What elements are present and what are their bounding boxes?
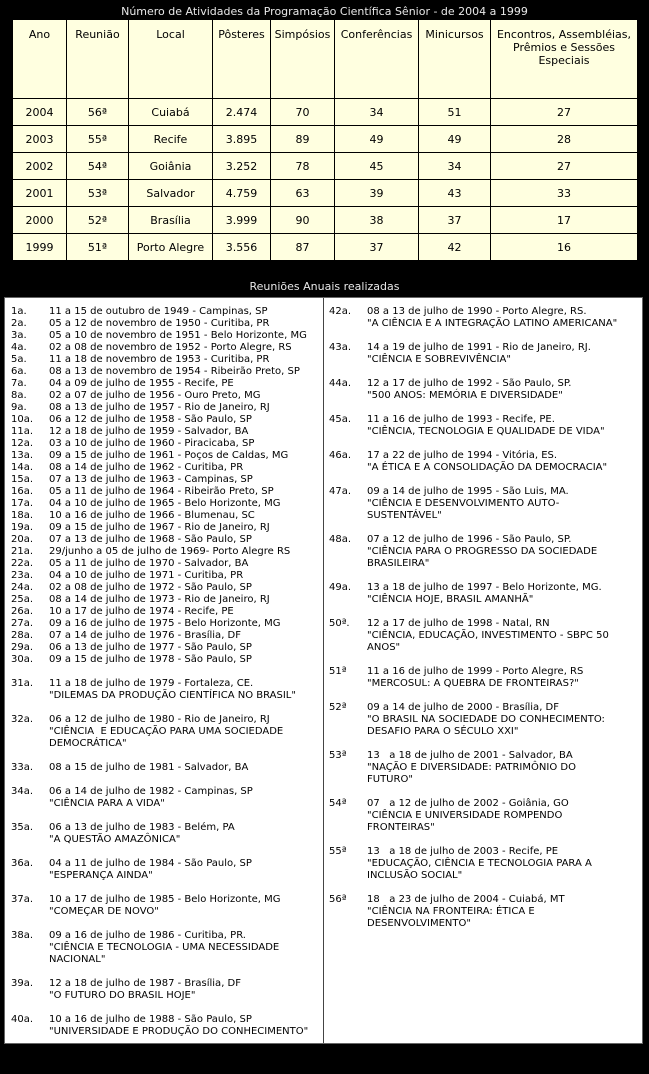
meeting-number: 47a.	[329, 486, 352, 497]
cell-simposios: 78	[271, 153, 335, 180]
cell-encontros: 27	[491, 99, 638, 126]
meeting-number: 40a.	[11, 1014, 34, 1025]
meeting-details: 02 a 08 de novembro de 1952 - Porto Alegre, RS	[49, 342, 292, 353]
left-column	[11, 306, 321, 1074]
cell-encontros: 33	[491, 180, 638, 207]
meeting-number: 23a.	[11, 570, 34, 581]
list-item	[329, 414, 639, 438]
cell-ano: 2002	[13, 153, 67, 180]
meeting-details: 05 a 12 de novembro de 1950 - Curitiba, PR	[49, 318, 270, 329]
list-item	[11, 822, 321, 846]
meeting-details: 04 a 11 de julho de 1984 - São Paulo, SP "ESPERANÇA AINDA"	[49, 858, 252, 881]
col-header-conferencias: Conferências	[335, 20, 419, 99]
meeting-details: 10 a 17 de julho de 1985 - Belo Horizonte, MG "COMEÇAR DE NOVO"	[49, 894, 281, 917]
meeting-number: 41a.	[11, 1050, 34, 1061]
list-item	[11, 606, 321, 618]
meeting-number: 51ª	[329, 666, 347, 677]
list-item	[329, 894, 639, 930]
meeting-details: 09 a 16 de julho de 1975 - Belo Horizonte, MG	[49, 618, 281, 629]
col-header-encontros: Encontros, Assembléias, Prêmios e Sessões Especiais	[491, 20, 638, 99]
table-header-row	[13, 20, 638, 99]
cell-local: Brasília	[129, 207, 213, 234]
list-item	[329, 798, 639, 834]
list-item	[11, 534, 321, 546]
meeting-details: 07 a 14 de julho de 1976 - Brasília, DF	[49, 630, 241, 641]
list-item	[11, 366, 321, 378]
list-item	[11, 378, 321, 390]
cell-ano: 1999	[13, 234, 67, 261]
meeting-details: 29/junho a 05 de julho de 1969- Porto Alegre RS	[49, 546, 291, 557]
meeting-details: 06 a 12 de julho de 1958 - São Paulo, SP	[49, 414, 252, 425]
col-header-posteres: Pôsteres	[213, 20, 271, 99]
table-row	[13, 153, 638, 180]
meeting-details: 13 a 18 de julho de 1997 - Belo Horizonte, MG. "CIÊNCIA HOJE, BRASIL AMANHÃ"	[367, 582, 602, 605]
meeting-number: 31a.	[11, 678, 34, 689]
meeting-details: 09 a 15 de julho de 1978 - São Paulo, SP	[49, 654, 252, 665]
meeting-number: 52ª	[329, 702, 347, 713]
meeting-number: 54ª	[329, 798, 347, 809]
meeting-number: 50ª.	[329, 618, 350, 629]
col-header-minicursos: Minicursos	[419, 20, 491, 99]
list-item	[329, 486, 639, 522]
meeting-details: 12 a 17 de julho de 1992 - São Paulo, SP. "500 ANOS: MEMÓRIA E DIVERSIDADE"	[367, 378, 572, 401]
meeting-number: 2a.	[11, 318, 27, 329]
meeting-details: 09 a 15 de julho de 1989 - Fortaleza, CE "O ESTADO E A PESQUISA CIENTÍFICA	[49, 1050, 251, 1073]
meeting-details: 09 a 14 de julho de 2000 - Brasília, DF "O BRASIL NA SOCIEDADE DO CONHECIMENTO: DESAFIO PARA O SÉCULO XXI"	[367, 702, 605, 737]
meeting-number: 38a.	[11, 930, 34, 941]
list-item	[11, 642, 321, 654]
cell-conferencias: 49	[335, 126, 419, 153]
meeting-number: 36a.	[11, 858, 34, 869]
meeting-number: 9a.	[11, 402, 27, 413]
meeting-number: 53ª	[329, 750, 347, 761]
list-item	[329, 618, 639, 654]
right-column	[329, 306, 639, 930]
list-item	[11, 402, 321, 414]
meeting-number: 37a.	[11, 894, 34, 905]
cell-ano: 2003	[13, 126, 67, 153]
meeting-details: 05 a 10 de novembro de 1951 - Belo Horizonte, MG	[49, 330, 307, 341]
meeting-details: 10 a 17 de julho de 1974 - Recife, PE	[49, 606, 234, 617]
meeting-number: 43a.	[329, 342, 352, 353]
meeting-number: 48a.	[329, 534, 352, 545]
cell-minicursos: 34	[419, 153, 491, 180]
meeting-details: 18 a 23 de julho de 2004 - Cuiabá, MT "CIÊNCIA NA FRONTEIRA: ÉTICA E DESENVOLVIMENTO"	[367, 894, 565, 929]
cell-posteres: 3.895	[213, 126, 271, 153]
cell-conferencias: 34	[335, 99, 419, 126]
meeting-number: 32a.	[11, 714, 34, 725]
meeting-number: 15a.	[11, 474, 34, 485]
list-item	[329, 666, 639, 690]
list-item	[11, 414, 321, 426]
meeting-details: 09 a 16 de julho de 1986 - Curitiba, PR. "CIÊNCIA E TECNOLOGIA - UMA NECESSIDADE NACIONAL"	[49, 930, 280, 965]
meeting-details: 08 a 14 de julho de 1962 - Curitiba, PR	[49, 462, 244, 473]
list-item	[329, 306, 639, 330]
meeting-details: 09 a 14 de julho de 1995 - São Luis, MA. "CIÊNCIA E DESENVOLVIMENTO AUTO- SUSTENTÁVEL"	[367, 486, 569, 521]
cell-reuniao: 51ª	[67, 234, 129, 261]
cell-simposios: 63	[271, 180, 335, 207]
meeting-number: 28a.	[11, 630, 34, 641]
meeting-details: 04 a 09 de julho de 1955 - Recife, PE	[49, 378, 234, 389]
meeting-number: 29a.	[11, 642, 34, 653]
list-item	[11, 1014, 321, 1038]
meeting-number: 39a.	[11, 978, 34, 989]
meeting-details: 06 a 14 de julho de 1982 - Campinas, SP "CIÊNCIA PARA A VIDA"	[49, 786, 253, 809]
cell-simposios: 87	[271, 234, 335, 261]
cell-ano: 2004	[13, 99, 67, 126]
meeting-number: 12a.	[11, 438, 34, 449]
meeting-number: 34a.	[11, 786, 34, 797]
list-item	[329, 702, 639, 738]
list-item	[11, 618, 321, 630]
cell-simposios: 89	[271, 126, 335, 153]
activities-table	[12, 19, 638, 261]
cell-conferencias: 37	[335, 234, 419, 261]
meeting-number: 16a.	[11, 486, 34, 497]
cell-encontros: 17	[491, 207, 638, 234]
meeting-details: 11 a 16 de julho de 1993 - Recife, PE. "CIÊNCIA, TECNOLOGIA E QUALIDADE DE VIDA"	[367, 414, 605, 437]
meeting-details: 14 a 19 de julho de 1991 - Rio de Janeiro, RJ. "CIÊNCIA E SOBREVIVÊNCIA"	[367, 342, 591, 365]
meeting-number: 11a.	[11, 426, 34, 437]
meeting-number: 7a.	[11, 378, 27, 389]
cell-encontros: 28	[491, 126, 638, 153]
meeting-details: 08 a 14 de julho de 1973 - Rio de Janeiro, RJ	[49, 594, 270, 605]
meeting-number: 20a.	[11, 534, 34, 545]
meeting-details: 07 a 12 de julho de 2002 - Goiânia, GO "CIÊNCIA E UNIVERSIDADE ROMPENDO FRONTEIRAS"	[367, 798, 569, 833]
list-item	[11, 306, 321, 318]
meeting-details: 03 a 10 de julho de 1960 - Piracicaba, SP	[49, 438, 255, 449]
meeting-details: 07 a 13 de julho de 1968 - São Paulo, SP	[49, 534, 252, 545]
meeting-number: 56ª	[329, 894, 347, 905]
cell-posteres: 3.999	[213, 207, 271, 234]
meeting-details: 13 a 18 de julho de 2003 - Recife, PE "EDUCAÇÃO, CIÊNCIA E TECNOLOGIA PARA A INCLUSÃO SOCIAL"	[367, 846, 592, 881]
cell-posteres: 3.252	[213, 153, 271, 180]
meeting-number: 42a.	[329, 306, 352, 317]
list-item	[11, 318, 321, 330]
meeting-number: 22a.	[11, 558, 34, 569]
list-item	[11, 450, 321, 462]
meeting-details: 12 a 17 de julho de 1998 - Natal, RN "CIÊNCIA, EDUCAÇÃO, INVESTIMENTO - SBPC 50 ANOS"	[367, 618, 609, 653]
cell-reuniao: 56ª	[67, 99, 129, 126]
cell-minicursos: 51	[419, 99, 491, 126]
list-item	[11, 1050, 321, 1074]
cell-minicursos: 42	[419, 234, 491, 261]
meeting-number: 8a.	[11, 390, 27, 401]
list-item	[11, 630, 321, 642]
list-item	[11, 462, 321, 474]
table-row	[13, 234, 638, 261]
list-item	[11, 786, 321, 810]
cell-encontros: 16	[491, 234, 638, 261]
list-item	[329, 534, 639, 570]
meeting-details: 09 a 15 de julho de 1961 - Poços de Caldas, MG	[49, 450, 289, 461]
meeting-details: 02 a 07 de julho de 1956 - Ouro Preto, MG	[49, 390, 261, 401]
meeting-number: 10a.	[11, 414, 34, 425]
cell-simposios: 70	[271, 99, 335, 126]
meeting-number: 44a.	[329, 378, 352, 389]
meeting-details: 05 a 11 de julho de 1964 - Ribeirão Preto, SP	[49, 486, 274, 497]
list-item	[11, 570, 321, 582]
meeting-number: 49a.	[329, 582, 352, 593]
cell-conferencias: 45	[335, 153, 419, 180]
meeting-details: 07 a 13 de julho de 1963 - Campinas, SP	[49, 474, 253, 485]
reunioes-title: Reuniões Anuais realizadas	[249, 280, 400, 293]
list-item	[329, 582, 639, 606]
meeting-number: 55ª	[329, 846, 347, 857]
list-item	[11, 342, 321, 354]
list-item	[11, 522, 321, 534]
cell-posteres: 4.759	[213, 180, 271, 207]
list-item	[11, 978, 321, 1002]
list-item	[11, 354, 321, 366]
table-row	[13, 126, 638, 153]
list-item	[11, 930, 321, 966]
cell-posteres: 3.556	[213, 234, 271, 261]
meeting-number: 4a.	[11, 342, 27, 353]
cell-posteres: 2.474	[213, 99, 271, 126]
list-item	[329, 342, 639, 366]
table-title: Número de Atividades da Programação Científica Sênior - de 2004 a 1999	[121, 5, 528, 18]
list-item	[11, 426, 321, 438]
list-item	[11, 654, 321, 666]
col-header-simposios: Simpósios	[271, 20, 335, 99]
list-item	[11, 486, 321, 498]
meeting-details: 07 a 12 de julho de 1996 - São Paulo, SP. "CIÊNCIA PARA O PROGRESSO DA SOCIEDADE BRASILEIRA"	[367, 534, 598, 569]
cell-conferencias: 38	[335, 207, 419, 234]
meeting-details: 05 a 11 de julho de 1970 - Salvador, BA	[49, 558, 249, 569]
meeting-number: 35a.	[11, 822, 34, 833]
meeting-number: 33a.	[11, 762, 34, 773]
list-item	[11, 762, 321, 774]
cell-ano: 2001	[13, 180, 67, 207]
meeting-number: 26a.	[11, 606, 34, 617]
meeting-details: 12 a 18 de julho de 1959 - Salvador, BA	[49, 426, 249, 437]
col-header-ano: Ano	[13, 20, 67, 99]
list-item	[11, 546, 321, 558]
meeting-details: 06 a 13 de julho de 1977 - São Paulo, SP	[49, 642, 252, 653]
cell-minicursos: 37	[419, 207, 491, 234]
cell-reuniao: 54ª	[67, 153, 129, 180]
cell-minicursos: 43	[419, 180, 491, 207]
meeting-details: 11 a 15 de outubro de 1949 - Campinas, SP	[49, 306, 268, 317]
meeting-details: 02 a 08 de julho de 1972 - São Paulo, SP	[49, 582, 252, 593]
list-item	[11, 582, 321, 594]
cell-reuniao: 53ª	[67, 180, 129, 207]
meeting-details: 06 a 12 de julho de 1980 - Rio de Janeiro, RJ "CIÊNCIA E EDUCAÇÃO PARA UMA SOCIEDADE DEMOCRÁTICA"	[49, 714, 284, 749]
cell-reuniao: 55ª	[67, 126, 129, 153]
meeting-number: 17a.	[11, 498, 34, 509]
table-row	[13, 180, 638, 207]
cell-ano: 2000	[13, 207, 67, 234]
meeting-number: 25a.	[11, 594, 34, 605]
col-header-local: Local	[129, 20, 213, 99]
list-item	[329, 750, 639, 786]
meeting-details: 08 a 13 de julho de 1957 - Rio de Janeiro, RJ	[49, 402, 270, 413]
list-item	[11, 498, 321, 510]
list-item	[11, 858, 321, 882]
meeting-number: 5a.	[11, 354, 27, 365]
cell-minicursos: 49	[419, 126, 491, 153]
list-item	[11, 558, 321, 570]
meeting-details: 06 a 13 de julho de 1983 - Belém, PA "A QUESTÃO AMAZÔNICA"	[49, 822, 235, 845]
list-item	[11, 594, 321, 606]
meeting-details: 04 a 10 de julho de 1965 - Belo Horizonte, MG	[49, 498, 281, 509]
cell-simposios: 90	[271, 207, 335, 234]
table-row	[13, 99, 638, 126]
meeting-details: 12 a 18 de julho de 1987 - Brasília, DF "O FUTURO DO BRASIL HOJE"	[49, 978, 241, 1001]
cell-local: Salvador	[129, 180, 213, 207]
meeting-details: 11 a 18 de novembro de 1953 - Curitiba, PR	[49, 354, 270, 365]
list-item	[11, 510, 321, 522]
meeting-number: 46a.	[329, 450, 352, 461]
table-row	[13, 207, 638, 234]
meeting-number: 27a.	[11, 618, 34, 629]
meeting-number: 21a.	[11, 546, 34, 557]
list-item	[11, 894, 321, 918]
meeting-details: 08 a 13 de julho de 1990 - Porto Alegre, RS. "A CIÊNCIA E A INTEGRAÇÃO LATINO AMERICANA"	[367, 306, 618, 329]
meeting-number: 30a.	[11, 654, 34, 665]
list-item	[11, 390, 321, 402]
cell-local: Porto Alegre	[129, 234, 213, 261]
cell-local: Goiânia	[129, 153, 213, 180]
list-item	[329, 378, 639, 402]
meeting-number: 6a.	[11, 366, 27, 377]
meeting-details: 09 a 15 de julho de 1967 - Rio de Janeiro, RJ	[49, 522, 270, 533]
meeting-number: 1a.	[11, 306, 27, 317]
list-item	[329, 450, 639, 474]
col-header-reuniao: Reunião	[67, 20, 129, 99]
meeting-number: 13a.	[11, 450, 34, 461]
meeting-details: 11 a 16 de julho de 1999 - Porto Alegre, RS "MERCOSUL: A QUEBRA DE FRONTEIRAS?"	[367, 666, 584, 689]
list-item	[11, 714, 321, 750]
list-item	[329, 846, 639, 882]
meeting-details: 08 a 15 de julho de 1981 - Salvador, BA	[49, 762, 249, 773]
list-item	[11, 438, 321, 450]
meeting-number: 45a.	[329, 414, 352, 425]
meeting-number: 14a.	[11, 462, 34, 473]
reunioes-list-panel	[4, 297, 643, 1073]
column-divider	[323, 298, 324, 1043]
meeting-details: 10 a 16 de julho de 1988 - São Paulo, SP "UNIVERSIDADE E PRODUÇÃO DO CONHECIMENTO"	[49, 1014, 309, 1037]
meeting-details: 13 a 18 de julho de 2001 - Salvador, BA "NAÇÃO E DIVERSIDADE: PATRIMÔNIO DO FUTURO"	[367, 750, 576, 785]
meeting-details: 17 a 22 de julho de 1994 - Vitória, ES. "A ÉTICA E A CONSOLIDAÇÃO DA DEMOCRACIA"	[367, 450, 608, 473]
meeting-details: 08 a 13 de novembro de 1954 - Ribeirão Preto, SP	[49, 366, 300, 377]
cell-local: Recife	[129, 126, 213, 153]
cell-encontros: 27	[491, 153, 638, 180]
cell-local: Cuiabá	[129, 99, 213, 126]
meeting-details: 10 a 16 de julho de 1966 - Blumenau, SC	[49, 510, 255, 521]
list-item	[11, 678, 321, 702]
meeting-number: 19a.	[11, 522, 34, 533]
meeting-details: 11 a 18 de julho de 1979 - Fortaleza, CE. "DILEMAS DA PRODUÇÃO CIENTÍFICA NO BRASIL"	[49, 678, 296, 701]
meeting-details: 04 a 10 de julho de 1971 - Curitiba, PR	[49, 570, 244, 581]
meeting-number: 3a.	[11, 330, 27, 341]
cell-conferencias: 39	[335, 180, 419, 207]
cell-reuniao: 52ª	[67, 207, 129, 234]
list-item	[11, 330, 321, 342]
meeting-number: 18a.	[11, 510, 34, 521]
meeting-number: 24a.	[11, 582, 34, 593]
list-item	[11, 474, 321, 486]
